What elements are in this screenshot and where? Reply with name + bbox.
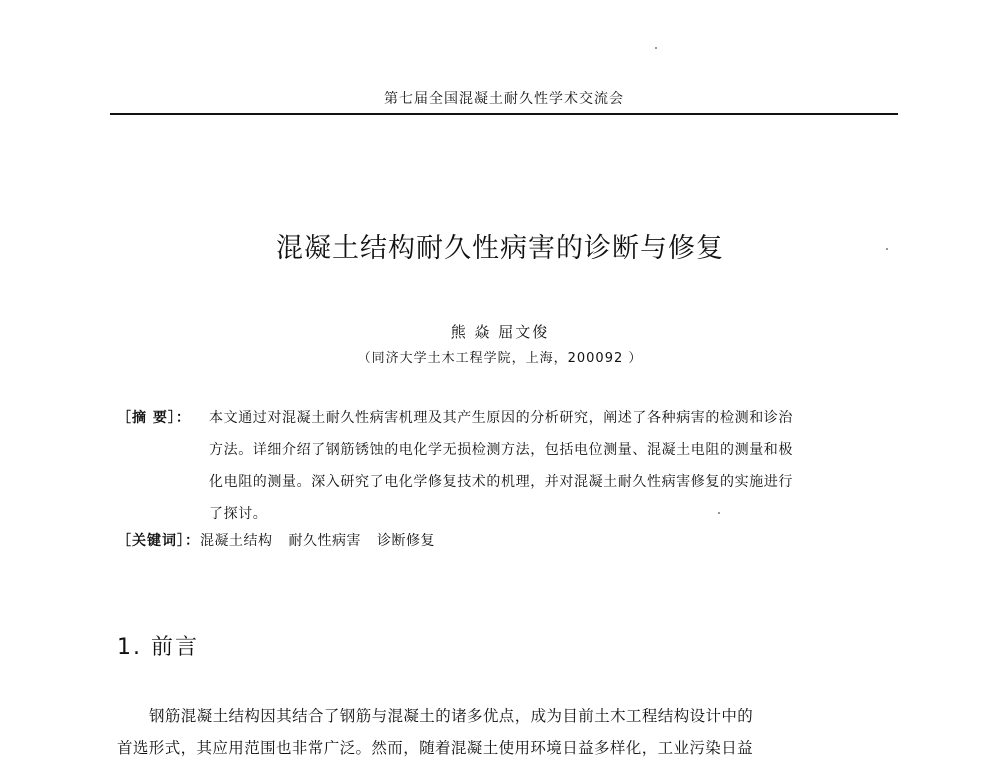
scan-speck <box>718 512 720 514</box>
abstract-line: 方法。详细介绍了钢筋锈蚀的电化学无损检测方法，包括电位测量、混凝土电阻的测量和极 <box>209 442 793 458</box>
running-header: 第七届全国混凝土耐久性学术交流会 <box>384 91 624 107</box>
abstract-line: 本文通过对混凝土耐久性病害机理及其产生原因的分析研究，阐述了各种病害的检测和诊治 <box>209 410 793 426</box>
keywords-label: ［关键词］： <box>117 533 200 549</box>
keywords-block <box>117 530 899 550</box>
paragraph-line: 钢筋混凝土结构因其结合了钢筋与混凝土的诸多优点，成为目前土木工程结构设计中的 <box>149 707 754 725</box>
header-rule <box>110 113 898 115</box>
scan-speck <box>655 47 657 49</box>
keyword: 混凝土结构 <box>200 533 273 549</box>
paper-title: 混凝土结构耐久性病害的诊断与修复 <box>276 233 724 264</box>
abstract-text <box>209 402 899 530</box>
paper-affiliation: （同济大学土木工程学院，上海，200092 ） <box>357 351 643 366</box>
abstract-label: ［摘 要］： <box>117 410 191 426</box>
abstract-line: 化电阻的测量。深入研究了电化学修复技术的机理，并对混凝土耐久性病害修复的实施进行 <box>209 474 793 490</box>
keyword: 诊断修复 <box>377 533 435 549</box>
paragraph-line: 首选形式，其应用范围也非常广泛。然而，随着混凝土使用环境日益多样化，工业污染日益 <box>117 739 754 757</box>
abstract-line: 了探讨。 <box>209 506 268 522</box>
body-paragraph <box>117 700 899 764</box>
paper-authors: 熊 焱 屈文俊 <box>450 323 550 341</box>
section-heading: 1. 前言 <box>117 635 199 660</box>
scan-speck <box>886 248 888 250</box>
keyword: 耐久性病害 <box>288 533 361 549</box>
